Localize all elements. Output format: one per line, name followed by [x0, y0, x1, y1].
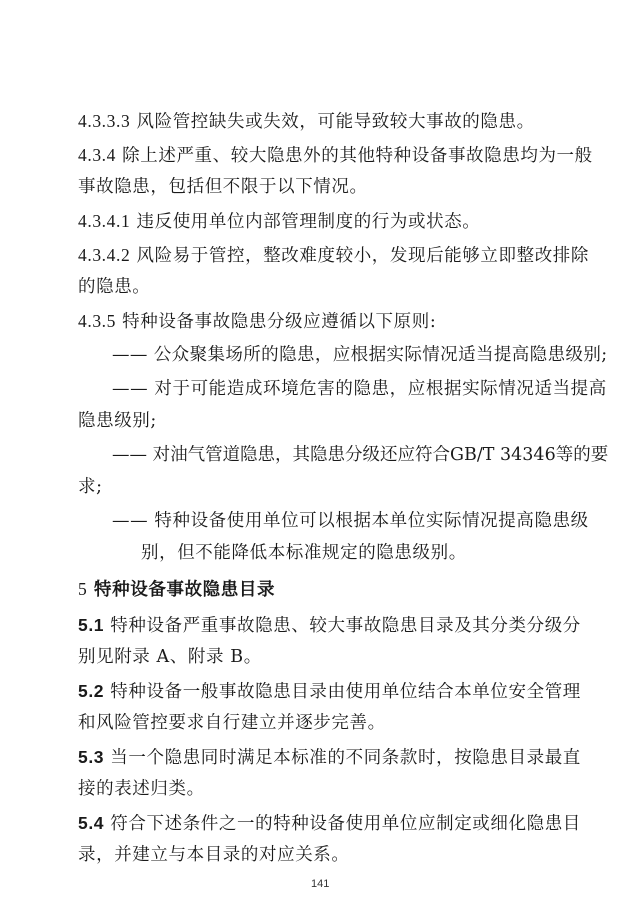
clause-5-2: [78, 680, 581, 703]
clause-number: 5.2: [78, 681, 105, 701]
clause-text: 符合下述条件之一的特种设备使用单位应制定或细化隐患目: [104, 814, 581, 834]
clause-5-3-cont: [78, 778, 205, 800]
principle-item-2-cont: [78, 410, 157, 432]
clause-number: 4.3.3.3: [78, 111, 131, 131]
item-text: 对于可能造成环境危害的隐患，应根据实际情况适当提高: [148, 379, 607, 399]
clause-4-3-3-3: [78, 110, 535, 133]
clause-text: 接的表述归类。: [78, 779, 205, 799]
clause-5-4: [78, 812, 581, 835]
clause-text: 风险管控缺失或失效，可能导致较大事故的隐患。: [130, 112, 535, 132]
clause-text: 的隐患。: [78, 277, 151, 297]
clause-text: 和风险管控要求自行建立并逐步完善。: [78, 713, 386, 733]
clause-number: 4.3.4: [78, 145, 116, 165]
clause-5-1-cont: [78, 646, 262, 668]
item-text: 别，但不能降低本标准规定的隐患级别。: [141, 543, 467, 563]
item-text: 求;: [78, 477, 103, 497]
clause-number: 4.3.5: [78, 311, 116, 331]
clause-number: 5.1: [78, 615, 105, 635]
item-text: 对油气管道隐患，其隐患分级还应符合GB/T 34346等的要: [147, 445, 609, 465]
clause-text: 特种设备事故隐患分级应遵循以下原则:: [116, 312, 437, 332]
clause-number: 4.3.4.2: [78, 245, 131, 265]
principle-item-1: [112, 344, 608, 366]
clause-4-3-4-2: [78, 244, 589, 267]
clause-5-2-cont: [78, 712, 386, 734]
clause-4-3-4-2-cont: [78, 276, 150, 298]
dash-marker: ——: [112, 511, 149, 531]
clause-4-3-5: [78, 310, 436, 333]
clause-5-1: [78, 614, 581, 637]
principle-item-4-cont: [141, 542, 467, 564]
section-heading-5: [78, 578, 275, 601]
clause-text: 当一个隐患同时满足本标准的不同条款时，按隐患目录最直: [104, 748, 581, 768]
clause-number: 4.3.4.1: [78, 211, 131, 231]
clause-5-4-cont: [78, 844, 350, 866]
item-text: 公众聚集场所的隐患，应根据实际情况适当提高隐患级别;: [147, 345, 608, 365]
clause-4-3-4-1: [78, 210, 480, 233]
clause-number: 5.4: [78, 813, 105, 833]
dash-marker: ——: [112, 379, 149, 399]
dash-marker: ——: [112, 345, 148, 365]
clause-number: 5.3: [78, 747, 105, 767]
item-text: 隐患级别;: [78, 411, 157, 431]
dash-marker: ——: [112, 445, 147, 465]
clause-text: 别见附录 A、附录 B。: [78, 647, 262, 667]
principle-item-4: [112, 510, 589, 532]
principle-item-3: [112, 444, 608, 466]
item-text: 特种设备使用单位可以根据本单位实际情况提高隐患级: [148, 511, 589, 531]
page-number: 141: [311, 878, 330, 890]
clause-4-3-4: [78, 144, 593, 167]
principle-item-2: [112, 378, 607, 400]
clause-5-3: [78, 746, 581, 769]
clause-text: 除上述严重、较大隐患外的其他特种设备事故隐患均为一般: [116, 146, 593, 166]
clause-text: 录，并建立与本目录的对应关系。: [78, 845, 350, 865]
clause-text: 特种设备严重事故隐患、较大事故隐患目录及其分类分级分: [104, 616, 581, 636]
clause-text: 违反使用单位内部管理制度的行为或状态。: [130, 212, 481, 232]
clause-text: 特种设备一般事故隐患目录由使用单位结合本单位安全管理: [104, 682, 581, 702]
principle-item-3-cont: [78, 476, 103, 498]
clause-text: 风险易于管控，整改难度较小，发现后能够立即整改排除: [130, 246, 589, 266]
section-number: 5: [78, 579, 88, 599]
clause-4-3-4-cont: [78, 176, 368, 198]
section-title: 特种设备事故隐患目录: [87, 580, 276, 600]
clause-text: 事故隐患，包括但不限于以下情况。: [78, 177, 368, 197]
